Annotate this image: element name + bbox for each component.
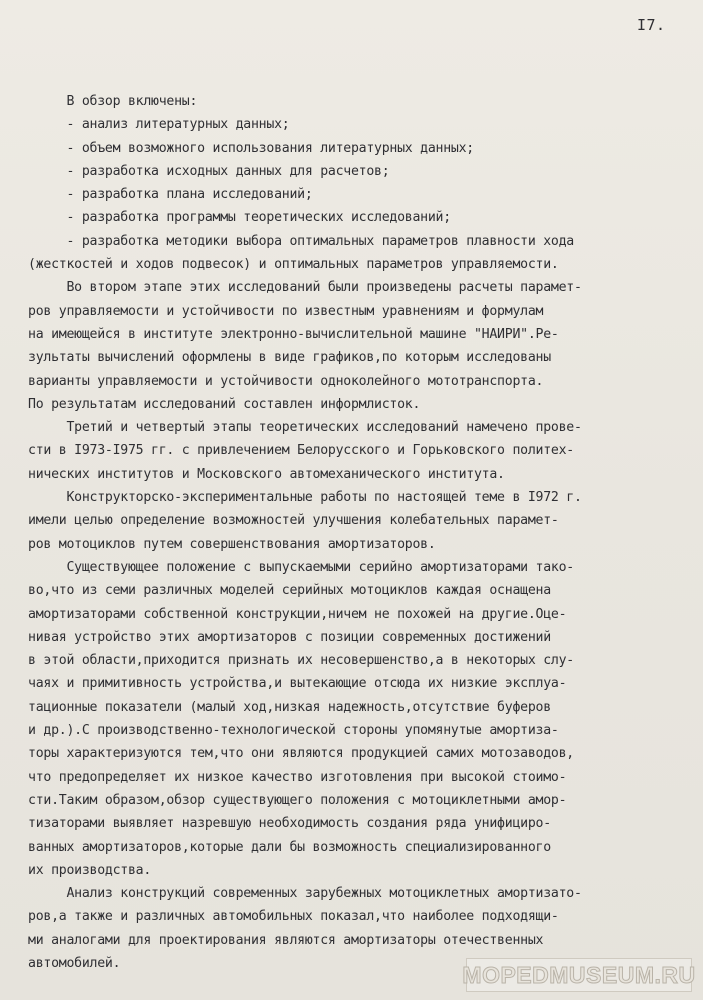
text-line: - разработка плана исследований; <box>28 187 313 203</box>
text-line: - разработка программы теоретических исследований; <box>28 210 451 226</box>
text-line: Существующее положение с выпускаемыми серийно амортизаторами тако- <box>28 559 574 575</box>
text-line: на имеющейся в институте электронно-вычислительной машине "НАИРИ".Ре- <box>28 326 559 342</box>
text-line: - объем возможного использования литературных данных; <box>28 140 474 156</box>
page-number: I7. <box>637 16 666 34</box>
text-line: нических институтов и Московского автомеханического института. <box>28 466 505 482</box>
text-line: - анализ литературных данных; <box>28 117 290 133</box>
text-line: ванных амортизаторов,которые дали бы возможность специализированного <box>28 839 551 855</box>
text-line: амортизаторами собственной конструкции,ничем не похожей на другие.Оце- <box>28 606 567 622</box>
text-line: сти в I973-I975 гг. с привлечением Белорусского и Горьковского политех- <box>28 443 574 459</box>
text-line: - разработка методики выбора оптимальных параметров плавности хода <box>28 233 574 249</box>
text-line: в этой области,приходится признать их несовершенство,а в некоторых слу- <box>28 653 574 669</box>
text-line: Третий и четвертый этапы теоретических исследований намечено прове- <box>28 420 582 436</box>
text-line: ров управляемости и устойчивости по известным уравнениям и формулам <box>28 303 544 319</box>
text-line: (жесткостей и ходов подвесок) и оптимальных параметров управляемости. <box>28 257 559 273</box>
text-line: варианты управляемости и устойчивости одноколейного мототранспорта. <box>28 373 544 389</box>
text-line: ров,а также и различных автомобильных показал,что наиболее подходящи- <box>28 909 559 925</box>
watermark <box>462 958 696 992</box>
text-line: зультаты вычислений оформлены в виде графиков,по которым исследованы <box>28 350 551 366</box>
text-line: - разработка исходных данных для расчетов; <box>28 163 390 179</box>
text-line: их производства. <box>28 862 152 878</box>
text-line: По результатам исследований составлен информлисток. <box>28 396 421 412</box>
text-line: имели целью определение возможностей улучшения колебательных парамет- <box>28 513 559 529</box>
text-line: автомобилей. <box>28 955 121 971</box>
text-line: нивая устройство этих амортизаторов с позиции современных достижений <box>28 629 551 645</box>
watermark-text: MOPEDMUSEUM.RU <box>462 961 696 988</box>
text-line: торы характеризуются тем,что они являются продукцией самих мотозаводов, <box>28 746 574 762</box>
text-line: что предопределяет их низкое качество изготовления при высокой стоимо- <box>28 769 567 785</box>
text-line: сти.Таким образом,обзор существующего положения с мотоциклетными амор- <box>28 792 567 808</box>
text-line: ров мотоциклов путем совершенствования амортизаторов. <box>28 536 436 552</box>
text-line: Во втором этапе этих исследований были произведены расчеты парамет- <box>28 280 582 296</box>
text-line: и др.).С производственно-технологической стороны упомянутые амортиза- <box>28 723 559 739</box>
text-line: во,что из семи различных моделей серийных мотоциклов каждая оснащена <box>28 583 551 599</box>
body-text <box>28 90 688 975</box>
text-line: тационные показатели (малый ход,низкая надежность,отсутствие буферов <box>28 699 551 715</box>
text-line: ми аналогами для проектирования являются амортизаторы отечественных <box>28 932 544 948</box>
text-line: Анализ конструкций современных зарубежных мотоциклетных амортизато- <box>28 886 582 902</box>
text-line: тизаторами выявляет назревшую необходимость создания ряда унифициро- <box>28 816 551 832</box>
text-line: В обзор включены: <box>28 94 198 109</box>
text-line: Конструкторско-экспериментальные работы по настоящей теме в I972 г. <box>28 490 582 506</box>
text-line: чаях и примитивность устройства,и вытекающие отсюда их низкие эксплуа- <box>28 676 567 692</box>
